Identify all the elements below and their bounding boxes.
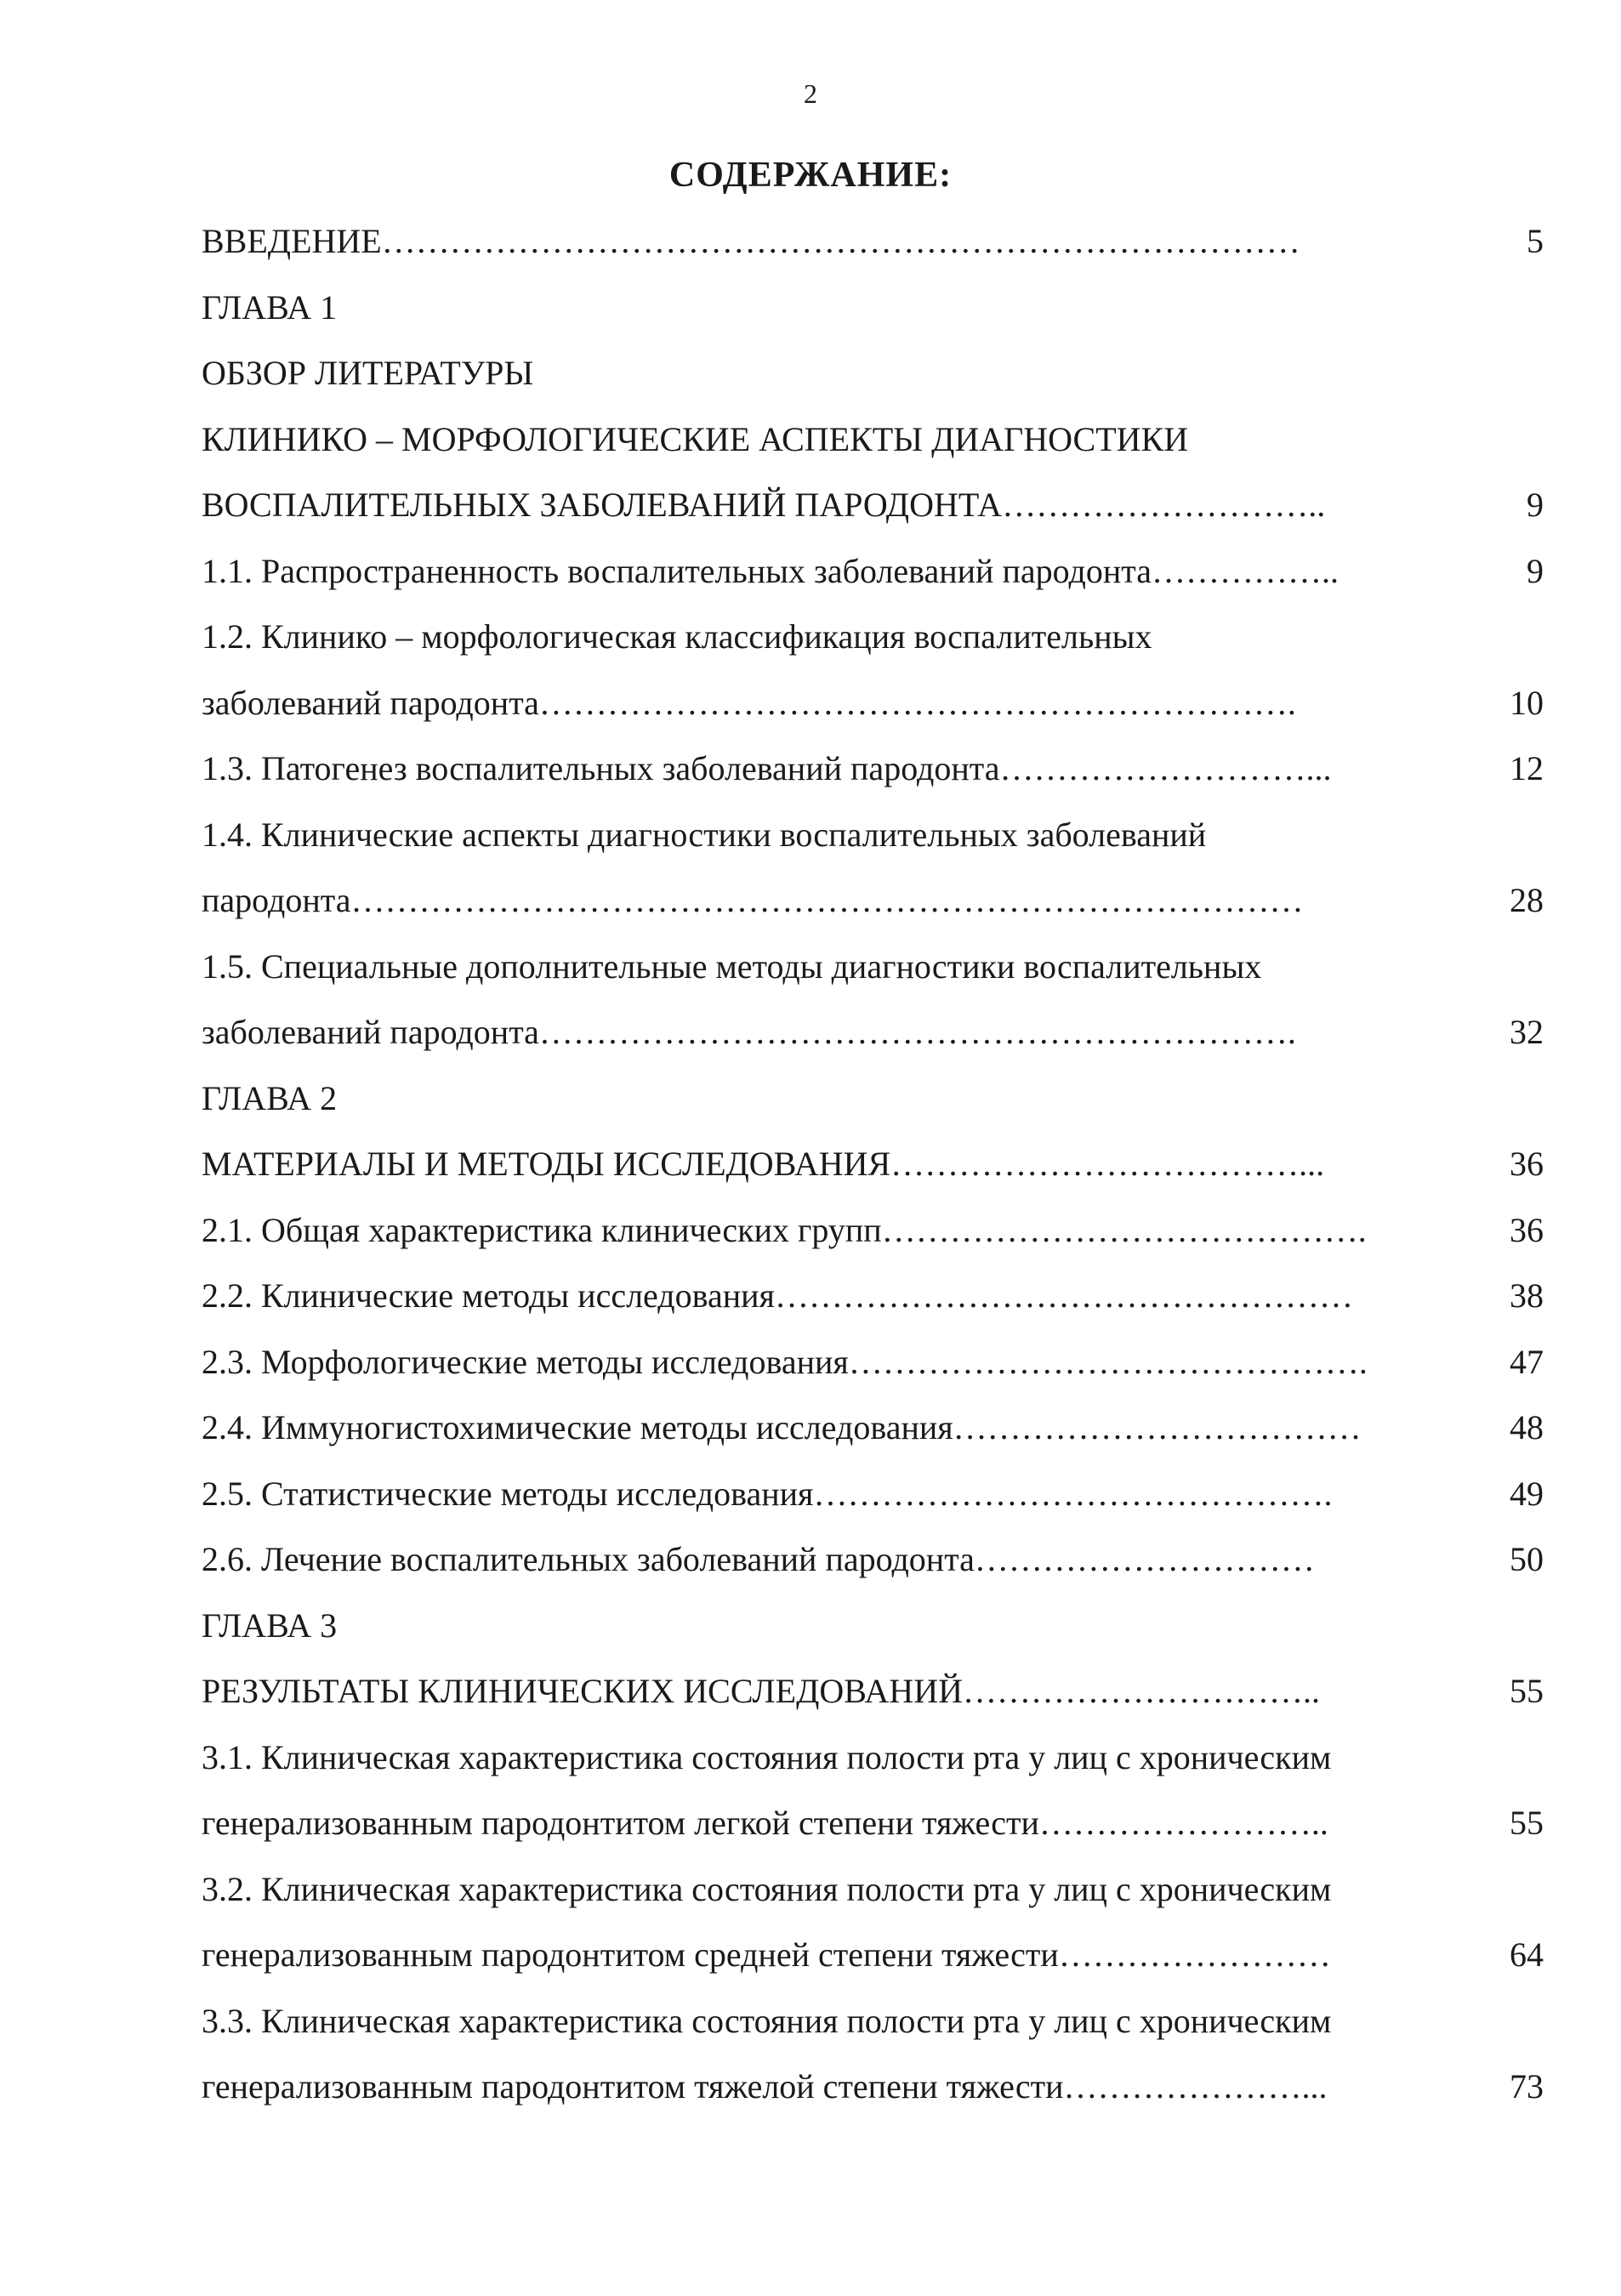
toc-entry xyxy=(202,1532,1544,1599)
toc-entry xyxy=(202,1994,1544,2060)
toc-entry-text: 1.5. Специальные дополнительные методы диагностики воспалительных xyxy=(202,946,1262,986)
toc-entry xyxy=(202,1269,1544,1335)
toc-entry-page-number: 36 xyxy=(1510,1210,1544,1249)
toc-entry-text: КЛИНИКО – МОРФОЛОГИЧЕСКИЕ АСПЕКТЫ ДИАГНОСТИКИ xyxy=(202,419,1189,458)
toc-entry xyxy=(202,1005,1544,1071)
toc-entry-text: заболеваний пародонта…………………………………………………………. xyxy=(202,683,1296,722)
toc-entry-text: ГЛАВА 1 xyxy=(202,287,338,327)
toc-entry-page-number: 38 xyxy=(1510,1276,1544,1315)
toc-entry-page-number: 55 xyxy=(1510,1672,1544,1710)
toc-entry-text: ВВЕДЕНИЕ……………………………………………………………………… xyxy=(202,222,1300,260)
toc-entry-page-number: 73 xyxy=(1510,2067,1544,2106)
toc-entry-text: РЕЗУЛЬТАТЫ КЛИНИЧЕСКИХ ИССЛЕДОВАНИЙ………………………….. xyxy=(202,1672,1320,1710)
toc-entry xyxy=(202,940,1544,1006)
toc-entry-text: 2.2. Клинические методы исследования…………………………………………… xyxy=(202,1276,1353,1315)
toc-entry-text: пародонта………………………………………………………………………… xyxy=(202,881,1304,919)
toc-entry-text: ОБЗОР ЛИТЕРАТУРЫ xyxy=(202,354,534,392)
toc-entry-text: 3.2. Клиническая характеристика состояния полости рта у лиц с хроническим xyxy=(202,1869,1332,1908)
toc-entry xyxy=(202,1137,1544,1203)
toc-entry-text: 3.1. Клиническая характеристика состояния полости рта у лиц с хроническим xyxy=(202,1737,1332,1776)
toc-entry xyxy=(202,1928,1544,1994)
toc-entry xyxy=(202,1401,1544,1467)
toc-entry xyxy=(202,412,1544,479)
toc-entry xyxy=(202,214,1544,281)
toc-entry-text: 2.3. Морфологические методы исследования………………………………………. xyxy=(202,1342,1368,1381)
toc-entry-page-number: 36 xyxy=(1510,1145,1544,1183)
toc-entry-page-number: 5 xyxy=(1527,222,1544,260)
toc-entry-text: ВОСПАЛИТЕЛЬНЫХ ЗАБОЛЕВАНИЙ ПАРОДОНТА……………………….. xyxy=(202,486,1326,524)
page-number: 2 xyxy=(804,78,817,109)
toc-entry xyxy=(202,1335,1544,1401)
toc-entry xyxy=(202,610,1544,676)
toc-entry-text: генерализованным пародонтитом тяжелой степени тяжести…………………... xyxy=(202,2067,1328,2106)
toc-entry-page-number: 9 xyxy=(1527,551,1544,590)
toc-entry-page-number: 48 xyxy=(1510,1408,1544,1446)
toc-entry xyxy=(202,544,1544,611)
toc-entry-page-number: 47 xyxy=(1510,1342,1544,1381)
toc-entry xyxy=(202,742,1544,808)
toc-entry-page-number: 55 xyxy=(1510,1804,1544,1842)
toc-entry-page-number: 64 xyxy=(1510,1935,1544,1974)
toc-entry-text: 2.5. Статистические методы исследования………………………………………. xyxy=(202,1474,1333,1513)
toc-entry-page-number: 28 xyxy=(1510,881,1544,919)
toc-entry xyxy=(202,1862,1544,1929)
toc-entry-text: генерализованным пародонтитом средней степени тяжести…………………… xyxy=(202,1935,1331,1974)
table-of-contents xyxy=(202,214,1544,2126)
toc-entry xyxy=(202,478,1544,544)
toc-entry-text: 1.1. Распространенность воспалительных заболеваний пародонта…………….. xyxy=(202,551,1339,590)
toc-entry-text: 1.4. Клинические аспекты диагностики воспалительных заболеваний xyxy=(202,815,1207,854)
toc-entry-page-number: 32 xyxy=(1510,1013,1544,1051)
toc-entry xyxy=(202,1599,1544,1665)
toc-entry-page-number: 10 xyxy=(1510,683,1544,722)
toc-entry xyxy=(202,676,1544,742)
toc-entry-text: 1.2. Клинико – морфологическая классификация воспалительных xyxy=(202,617,1152,656)
toc-entry-page-number: 50 xyxy=(1510,1540,1544,1578)
toc-entry xyxy=(202,873,1544,940)
toc-entry xyxy=(202,2060,1544,2126)
toc-entry-text: ГЛАВА 3 xyxy=(202,1605,338,1645)
toc-entry xyxy=(202,1203,1544,1270)
toc-entry xyxy=(202,1796,1544,1862)
toc-entry xyxy=(202,1071,1544,1138)
toc-entry-text: 1.3. Патогенез воспалительных заболеваний пародонта………………………... xyxy=(202,749,1332,787)
toc-entry-page-number: 49 xyxy=(1510,1474,1544,1513)
toc-entry-page-number: 9 xyxy=(1527,486,1544,524)
toc-entry xyxy=(202,1664,1544,1731)
toc-entry-text: генерализованным пародонтитом легкой степени тяжести…………………….. xyxy=(202,1804,1328,1842)
toc-entry xyxy=(202,346,1544,412)
toc-title: СОДЕРЖАНИЕ: xyxy=(668,156,953,195)
toc-entry-text: 2.4. Иммуногистохимические методы исследования……………………………… xyxy=(202,1408,1362,1446)
toc-entry-text: 2.6. Лечение воспалительных заболеваний пародонта………………………… xyxy=(202,1540,1315,1578)
toc-entry xyxy=(202,808,1544,874)
toc-entry xyxy=(202,281,1544,347)
toc-entry-text: 3.3. Клиническая характеристика состояния полости рта у лиц с хроническим xyxy=(202,2001,1332,2040)
toc-entry-text: ГЛАВА 2 xyxy=(202,1078,338,1117)
toc-entry-text: заболеваний пародонта…………………………………………………………. xyxy=(202,1013,1296,1051)
toc-entry xyxy=(202,1731,1544,1797)
toc-entry-page-number: 12 xyxy=(1510,749,1544,787)
toc-entry-text: 2.1. Общая характеристика клинических групп……………………………………. xyxy=(202,1210,1367,1249)
toc-entry-text: МАТЕРИАЛЫ И МЕТОДЫ ИССЛЕДОВАНИЯ………………………………... xyxy=(202,1145,1325,1183)
toc-entry xyxy=(202,1467,1544,1533)
